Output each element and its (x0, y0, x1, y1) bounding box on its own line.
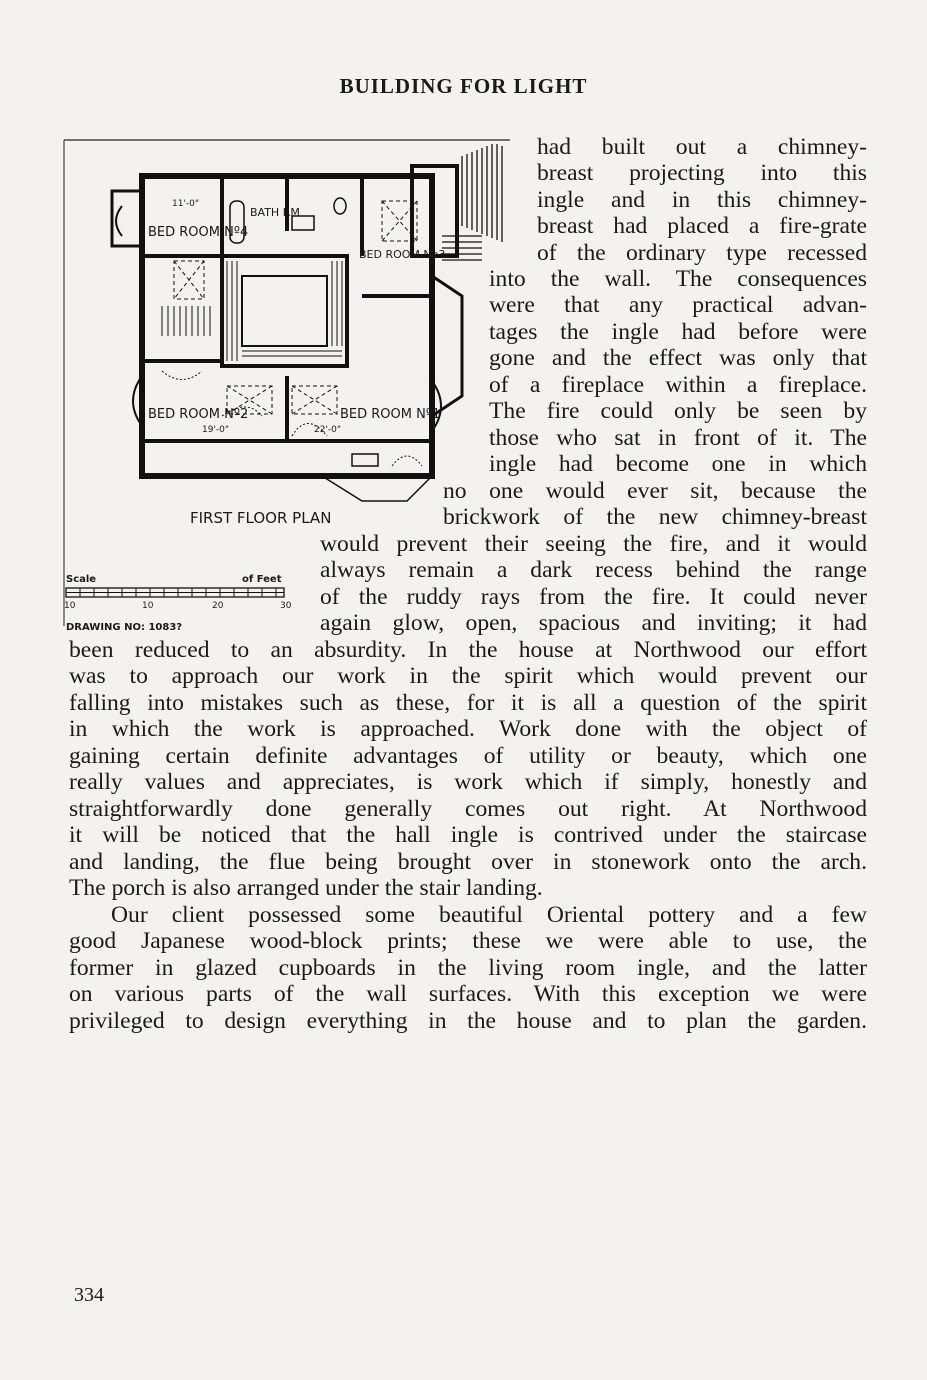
text-line: really values and appreciates, is work which if simply, honestly and (69, 769, 867, 795)
page-number: 334 (74, 1284, 104, 1306)
drawing-number: DRAWING NO: 1083? (66, 622, 183, 633)
scale-tick: 10 (142, 601, 154, 611)
text-line: privileged to design everything in the house and to plan the garden. (69, 1008, 867, 1034)
text-line: good Japanese wood-block prints; these we were able to use, the (69, 928, 867, 954)
text-line: those who sat in front of it. The (489, 425, 867, 451)
text-line: tages the ingle had before were (489, 319, 867, 345)
text-line: in which the work is approached. Work done with the object of (69, 716, 867, 742)
room-label-bath: BATH RM (250, 206, 300, 219)
scale-tick: 10 (64, 601, 76, 611)
text-line: The porch is also arranged under the stair landing. (69, 875, 543, 901)
text-line: breast projecting into this (537, 160, 867, 186)
text-line: were that any practical advan- (489, 292, 867, 318)
room-dim-bedroom-2: 19'-0" (202, 425, 230, 435)
scale-bar (66, 588, 284, 597)
room-label-bedroom-3: BED ROOM No3 (359, 248, 446, 261)
room-label-bedroom-4: BED ROOM Nº4 (148, 225, 249, 240)
text-line: had built out a chimney- (537, 134, 867, 160)
text-line: The fire could only be seen by (489, 398, 867, 424)
text-line: ingle had become one in which (489, 451, 867, 477)
text-line: no one would ever sit, because the (443, 478, 867, 504)
text-line: of a fireplace within a fireplace. (489, 372, 867, 398)
text-line: gone and the effect was only that (489, 345, 867, 371)
room-label-bedroom-1: BED ROOM Nº1 (340, 407, 441, 422)
text-line: been reduced to an absurdity. In the house at Northwood our effort (69, 637, 867, 663)
figure-caption: FIRST FLOOR PLAN (190, 509, 332, 527)
text-line: on various parts of the wall surfaces. With this exception we were (69, 981, 867, 1007)
text-line: and landing, the flue being brought over in stonework onto the arch. (69, 849, 867, 875)
text-line: again glow, open, spacious and inviting; it had (320, 610, 867, 636)
text-line: always remain a dark recess behind the range (320, 557, 867, 583)
room-label-bedroom-2: BED ROOM Nº2 (148, 407, 249, 422)
text-line: falling into mistakes such as these, for it is all a question of the spirit (69, 690, 867, 716)
text-line: would prevent their seeing the fire, and it would (320, 531, 867, 557)
text-line: Our client possessed some beautiful Oriental pottery and a few (111, 902, 867, 928)
text-line: ingle and in this chimney- (537, 187, 867, 213)
text-line: of the ruddy rays from the fire. It could never (320, 584, 867, 610)
scale-unit: of Feet (242, 574, 282, 585)
text-line: it will be noticed that the hall ingle is contrived under the staircase (69, 822, 867, 848)
text-line: brickwork of the new chimney-breast (443, 504, 867, 530)
text-line: was to approach our work in the spirit which would prevent our (69, 663, 867, 689)
text-line: into the wall. The consequences (489, 266, 867, 292)
text-line: of the ordinary type recessed (537, 240, 867, 266)
text-line: former in glazed cupboards in the living room ingle, and the latter (69, 955, 867, 981)
text-line: gaining certain definite advantages of utility or beauty, which one (69, 743, 867, 769)
text-line: breast had placed a fire-grate (537, 213, 867, 239)
room-dim-bedroom-4: 11'-0" (172, 199, 200, 209)
scale-tick: 30 (280, 601, 292, 611)
scale-tick: 20 (212, 601, 224, 611)
scale-label: Scale (66, 574, 97, 585)
text-line: straightforwardly done generally comes out right. At Northwood (69, 796, 867, 822)
running-head: BUILDING FOR LIGHT (339, 74, 588, 98)
room-dim-bedroom-1: 22'-0" (314, 425, 342, 435)
